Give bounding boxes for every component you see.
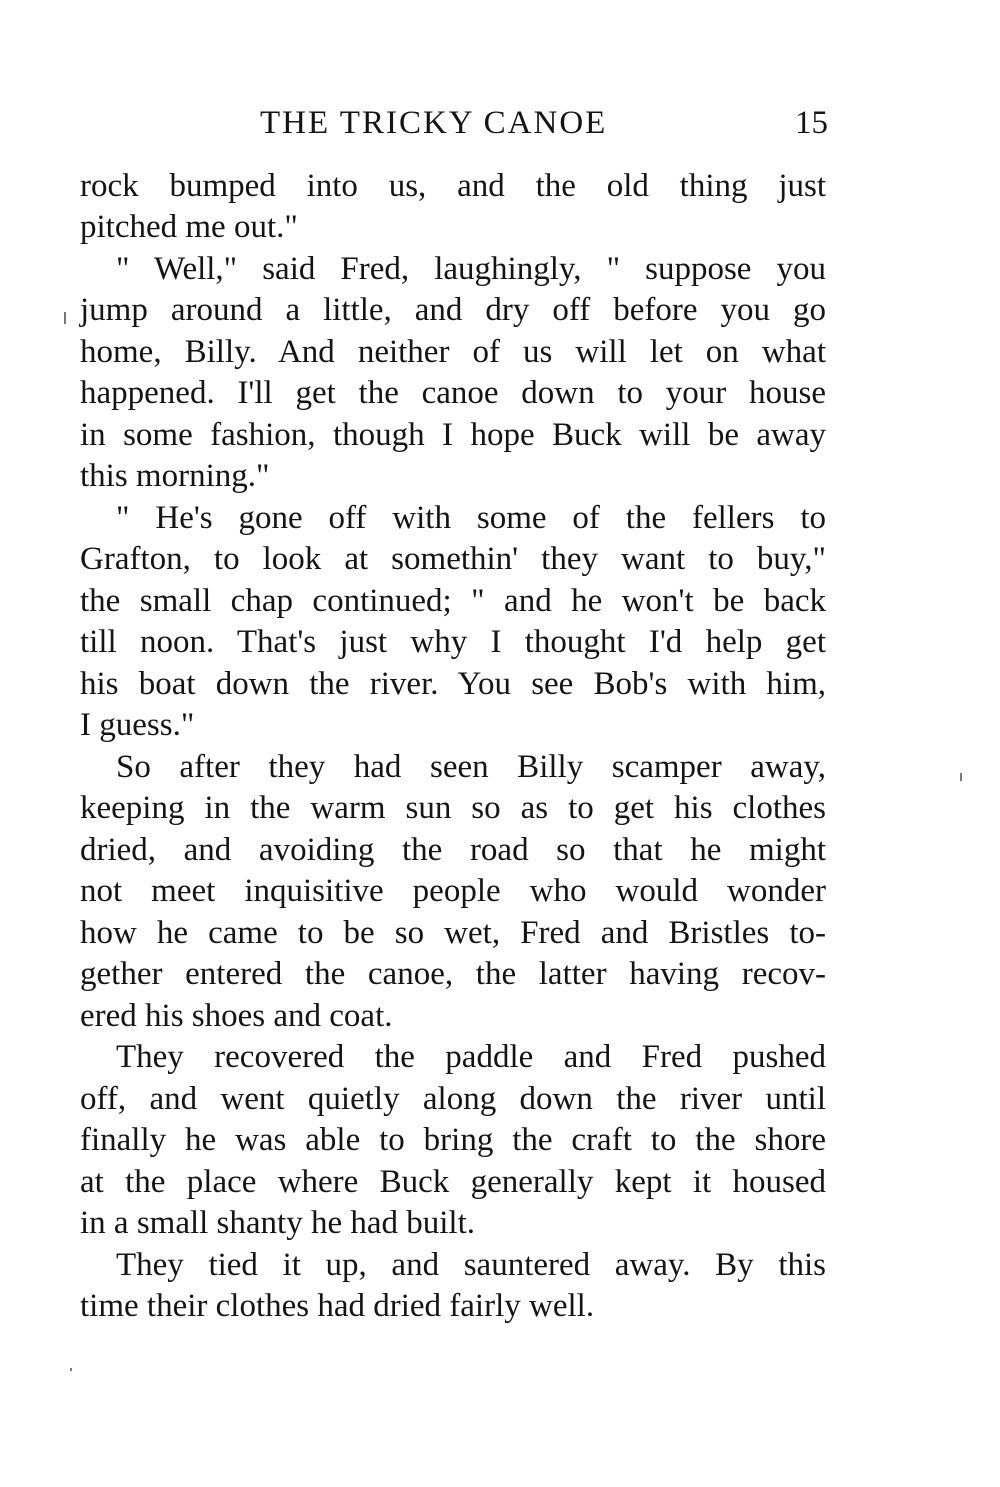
text-line: not meet inquisitive people who would wonder [80, 873, 826, 909]
text-line: They tied it up, and sauntered away. By this [116, 1247, 826, 1283]
page-number: 15 [795, 105, 828, 141]
text-line: dried, and avoiding the road so that he might [80, 832, 826, 868]
text-line: till noon. That's just why I thought I'd help get [80, 624, 826, 660]
text-line: off, and went quietly along down the river until [80, 1081, 826, 1117]
text-line: So after they had seen Billy scamper away, [116, 749, 826, 785]
text-line: I guess." [80, 707, 195, 743]
running-head [80, 98, 828, 148]
text-line: rock bumped into us, and the old thing just [80, 168, 826, 204]
running-title: THE TRICKY CANOE [260, 105, 608, 141]
text-line: in some fashion, though I hope Buck will be away [80, 417, 826, 453]
text-line: the small chap continued; " and he won't be back [80, 583, 826, 619]
text-line: in a small shanty he had built. [80, 1205, 476, 1241]
text-line: how he came to be so wet, Fred and Bristles to- [80, 915, 826, 951]
text-line: ered his shoes and coat. [80, 998, 393, 1034]
text-line: time their clothes had dried fairly well. [80, 1288, 595, 1324]
scan-speck [64, 312, 66, 324]
text-line: pitched me out." [80, 209, 298, 245]
scan-speck [70, 1368, 72, 1371]
text-line: his boat down the river. You see Bob's with him, [80, 666, 826, 702]
text-line: " Well," said Fred, laughingly, " suppose you [116, 251, 826, 287]
text-line: " He's gone off with some of the fellers to [116, 500, 826, 536]
text-line: finally he was able to bring the craft to the shore [80, 1122, 826, 1158]
text-line: this morning." [80, 458, 270, 494]
text-line: happened. I'll get the canoe down to your house [80, 375, 826, 411]
text-line: gether entered the canoe, the latter having recov- [80, 956, 826, 992]
scan-speck [960, 773, 962, 781]
text-line: keeping in the warm sun so as to get his clothes [80, 790, 826, 826]
text-line: They recovered the paddle and Fred pushed [116, 1039, 826, 1075]
text-line: home, Billy. And neither of us will let on what [80, 334, 826, 370]
text-line: at the place where Buck generally kept it housed [80, 1164, 826, 1200]
text-line: jump around a little, and dry off before you go [80, 292, 826, 328]
text-line: Grafton, to look at somethin' they want to buy," [80, 541, 826, 577]
